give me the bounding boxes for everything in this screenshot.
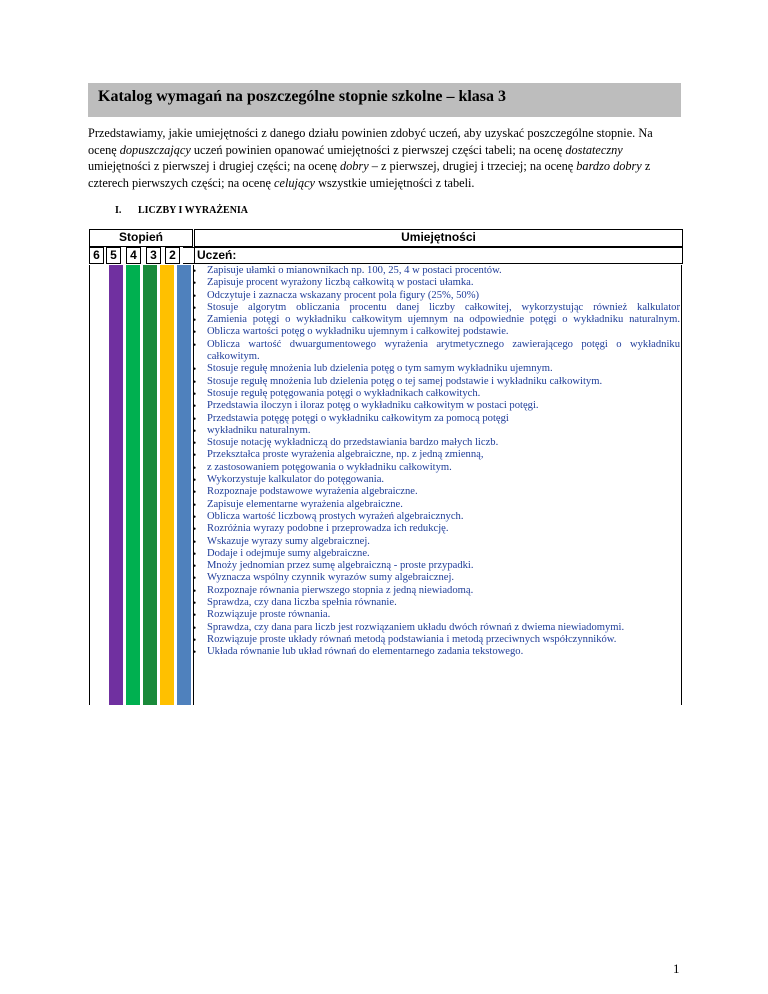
intro-grade-5: celujący [274,175,316,190]
intro-paragraph [88,125,684,191]
skill-item: • Zapisuje elementarne wyrażenia algebraiczne. [195,499,680,511]
skill-item: • Układa równanie lub układ równań do elementarnego zadania tekstowego. [195,646,680,658]
intro-text-3: umiejętności z pierwszej i drugiej części; na ocenę [88,159,340,173]
intro-text-5: z czterech pierwszych części; na ocenę [88,159,651,190]
skill-item: • Sprawdza, czy dana liczba spełnia równanie. [195,597,680,609]
skill-item: • Zamienia potęgi o wykładniku całkowitym ujemnym na odpowiednie potęgi o wykładniku naturalnym. [195,314,680,326]
skill-item: • Wyznacza wspólny czynnik wyrazów sumy algebraicznej. [195,572,680,584]
intro-text-6: wszystkie umiejętności z tabeli. [315,175,475,190]
skill-item: • Rozwiązuje proste równania. [195,609,680,621]
grade-bar-4 [143,265,157,705]
grade-bar-3 [160,265,174,705]
intro-grade-2: dostateczny [565,142,623,157]
skill-item: • wykładniku naturalnym. [195,425,680,437]
grade-bar-2 [177,265,191,705]
table-right-border [681,265,682,705]
skill-item: • Przekształca proste wyrażenia algebraiczne, np. z jedną zmienną, [195,449,680,461]
skill-item: • Oblicza wartości potęg o wykładniku ujemnym i całkowitej podstawie. [195,326,680,338]
intro-grade-4: bardzo dobry [576,159,642,173]
skill-item: • Wykorzystuje kalkulator do potęgowania. [195,474,680,486]
intro-grade-3: dobry [339,159,369,173]
section-number: I. [115,205,122,216]
intro-text-1: Przedstawiamy, jakie umiejętności z danego działu powinien zdobyć uczeń, aby uzyskać poszczególne stopnie. Na ocenę [88,126,653,157]
grade-3: 3 [146,247,161,264]
skill-item: • Rozpoznaje równania pierwszego stopnia z jedną niewiadomą. [195,585,680,597]
skill-item: • Rozróżnia wyrazy podobne i przeprowadza ich redukcję. [195,523,680,535]
grade-4: 4 [126,247,141,264]
header-skills: Umiejętności [194,229,683,247]
section-heading [115,205,248,216]
skill-item: • Stosuje regułę mnożenia lub dzielenia potęg o tym samym wykładniku ujemnym. [195,363,680,375]
table-left-border [89,265,90,705]
skill-item: • Dodaje i odejmuje sumy algebraiczne. [195,548,680,560]
skill-item: • Wskazuje wyrazy sumy algebraicznej. [195,536,680,548]
grade-spacer [183,247,194,264]
section-title: LICZBY I WYRAŻENIA [138,205,249,216]
grade-bar-6 [109,265,123,705]
page-number: 1 [673,961,680,976]
skill-item: • Stosuje notację wykładniczą do przedstawiania bardzo małych liczb. [195,437,680,449]
skill-item: • Stosuje regułę mnożenia lub dzielenia potęg o tej samej podstawie i wykładniku całkowitym. [195,376,680,388]
skill-item: • z zastosowaniem potęgowania o wykładniku całkowitym. [195,462,680,474]
skill-item: • Zapisuje procent wyrażony liczbą całkowitą w postaci ułamka. [195,277,680,289]
skill-item: • Stosuje algorytm obliczania procentu danej liczby całkowitej, wykorzystując również kalkulator [195,302,680,314]
skill-item: • Odczytuje i zaznacza wskazany procent pola figury (25%, 50%) [195,290,680,302]
title-bar [88,83,681,117]
skill-item: • Oblicza wartość dwuargumentowego wyrażenia arytmetycznego zawierającego potęgi o wykładniku całkowitym. [195,339,680,364]
skill-item: • Przedstawia iloczyn i iloraz potęg o wykładniku całkowitym w postaci potęgi. [195,400,680,412]
document-title: Katalog wymagań na poszczególne stopnie szkolne – klasa 3 [98,88,507,105]
header-grade: Stopień [89,229,193,247]
grade-2: 2 [165,247,180,264]
student-label: Uczeń: [194,247,683,264]
intro-text-4: – z pierwszej, drugiej i trzeciej; na ocenę [368,159,577,173]
skill-item: • Rozwiązuje proste układy równań metodą podstawiania i metodą przeciwnych współczynników. [195,634,680,646]
grade-bar-5 [126,265,140,705]
intro-grade-1: dopuszczający [119,142,191,157]
skill-item: • Zapisuje ułamki o mianownikach np. 100, 25, 4 w postaci procentów. [195,265,680,277]
skills-list [195,265,680,659]
skill-item: • Oblicza wartość liczbową prostych wyrażeń algebraicznych. [195,511,680,523]
grade-5: 5 [106,247,121,264]
skill-item: • Rozpoznaje podstawowe wyrażenia algebraiczne. [195,486,680,498]
skill-item: • Mnoży jednomian przez sumę algebraiczną - proste przypadki. [195,560,680,572]
skill-item: • Przedstawia potęgę potęgi o wykładniku całkowitym za pomocą potęgi [195,413,680,425]
intro-text-2: uczeń powinien opanować umiejętności z pierwszej części tabeli; na ocenę [190,142,566,157]
skill-item: • Sprawdza, czy dana para liczb jest rozwiązaniem układu dwóch równań z dwiema niewiadomymi. [195,622,680,634]
skill-item: • Stosuje regułę potęgowania potęgi o wykładnikach całkowitych. [195,388,680,400]
grade-6: 6 [89,247,104,264]
